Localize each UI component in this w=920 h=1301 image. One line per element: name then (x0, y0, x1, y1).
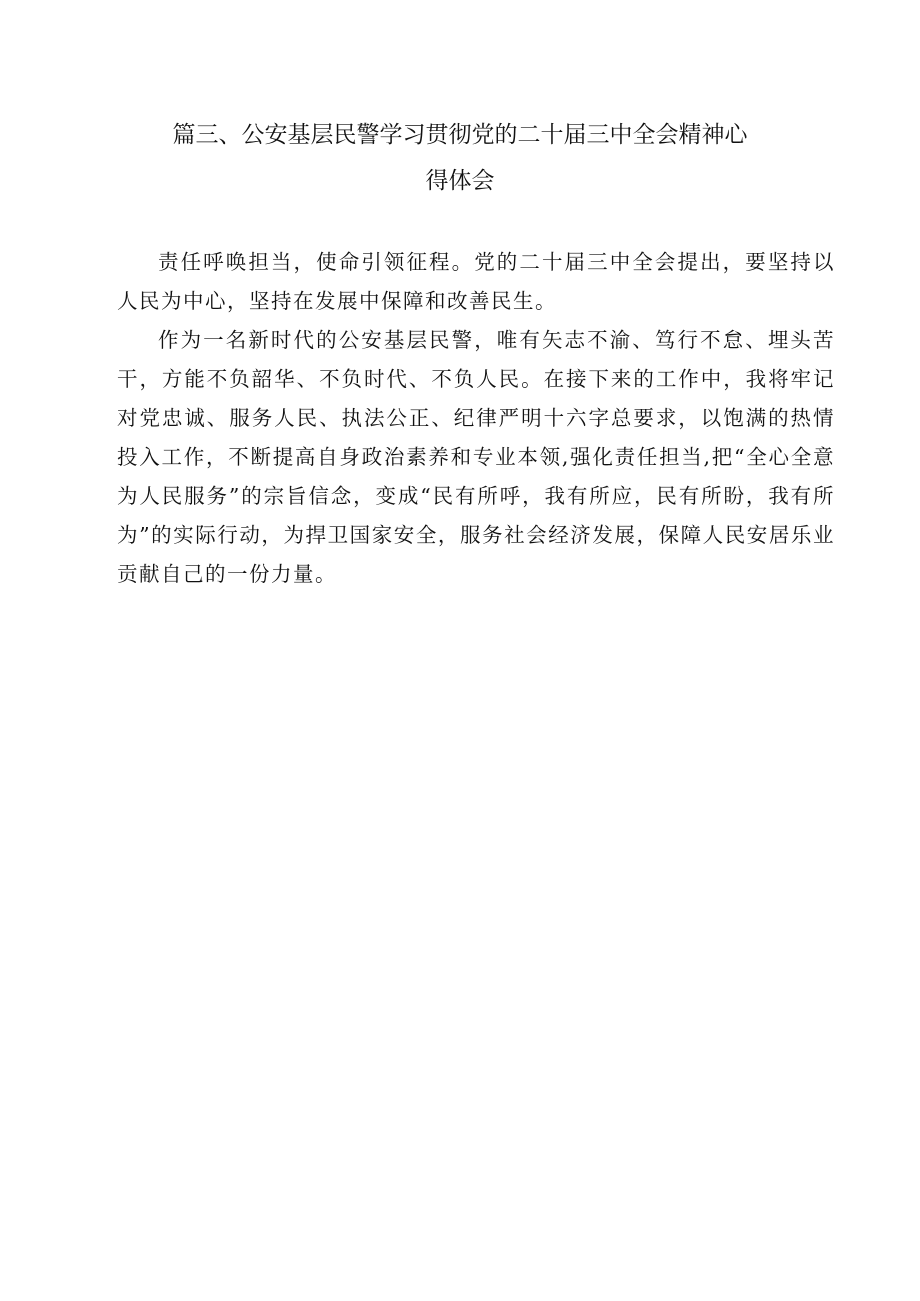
document-body (117, 243, 835, 594)
document-title (100, 112, 820, 204)
paragraph-1: 责任呼唤担当，使命引领征程。党的二十届三中全会提出，要坚持以人民为中心，坚持在发展中保障和改善民生。 (117, 250, 835, 313)
title-line-1: 篇三、公安基层民警学习贯彻党的二十届三中全会精神心 (172, 122, 748, 148)
paragraph-2: 作为一名新时代的公安基层民警，唯有矢志不渝、笃行不怠、埋头苦干，方能不负韶华、不负时代、不负人民。在接下来的工作中，我将牢记对党忠诚、服务人民、执法公正、纪律严明十六字总要求，以饱满的热情投入工作，不断提高自身政治素养和专业本领,强化责任担当,把“全心全意为人民服务”的宗旨信念，变成“民有所呼，我有所应，民有所盼，我有所为”的实际行动，为捍卫国家安全，服务社会经济发展，保障人民安居乐业贡献自己的一份力量。 (117, 328, 835, 586)
title-line-2: 得体会 (425, 168, 495, 194)
